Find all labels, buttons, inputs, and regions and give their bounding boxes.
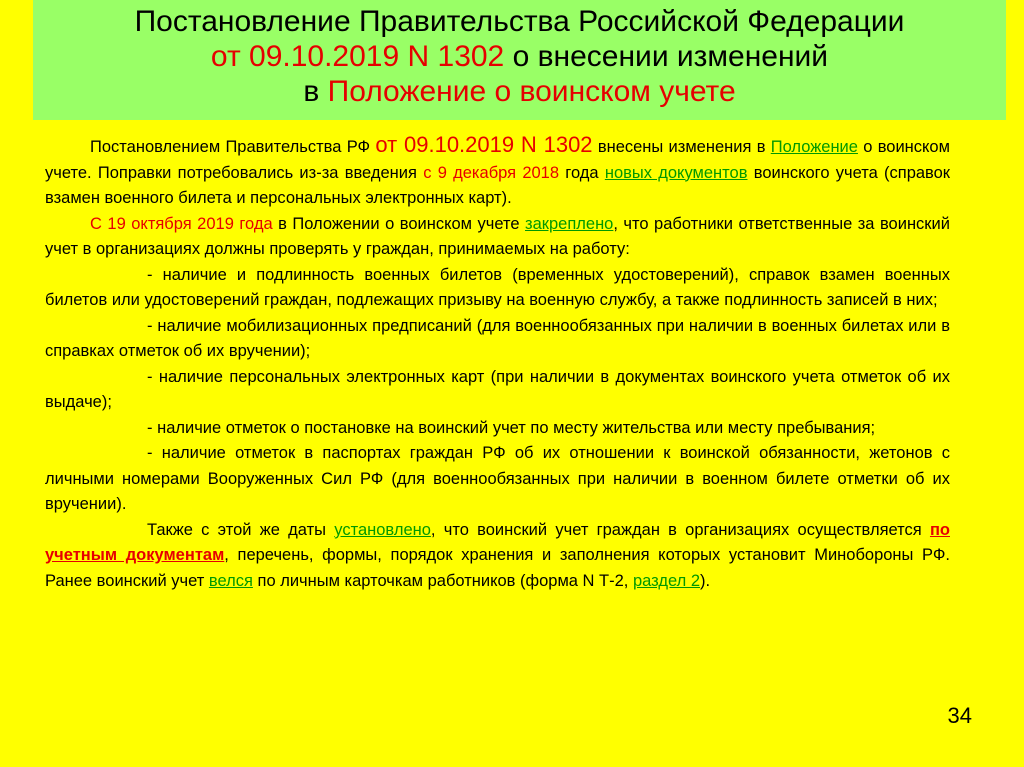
slide-title [33, 0, 1006, 120]
link-razdel-2[interactable]: раздел 2 [632, 571, 700, 590]
link-zakrepleno[interactable]: закреплено [525, 214, 614, 233]
list-item: - наличие отметок о постановке на воинский учет по месту жительства или месту пребывания; [147, 418, 876, 437]
list-item: - наличие персональных электронных карт (при наличии в документах воинского учета отметок об их выдаче); [45, 367, 950, 411]
link-velsya[interactable]: велся [208, 571, 253, 590]
title-line-3 [33, 74, 1006, 109]
paragraph-2 [45, 212, 950, 263]
title-decree-number: от 09.10.2019 N 1302 [210, 40, 505, 73]
link-new-documents[interactable]: новых документов [604, 163, 748, 182]
link-polozhenie[interactable]: Положение [770, 138, 858, 156]
paragraph-1 [45, 132, 950, 212]
p3-text-b: , что воинский учет граждан в организациях осуществляется [430, 520, 922, 539]
p3-text-d: по личным карточкам работников (форма N Т-2, [257, 571, 629, 590]
link-ustanovleno[interactable]: установлено [334, 520, 431, 539]
list-item: - наличие и подлинность военных билетов (временных удостоверений), справок взамен военных билетов или удостоверений граждан, подлежащих призыву на военную службу, а также подлинность записей в них; [45, 265, 950, 309]
p1-text-d: года [565, 163, 599, 182]
p1-decree-date: от 09.10.2019 N 1302 [375, 132, 593, 157]
p2-red-date: С 19 октября 2019 года [90, 214, 273, 233]
title-line-3-prefix: в [303, 75, 320, 108]
p1-text-a: Постановлением Правительства РФ [90, 138, 371, 156]
p3-text-a: Также с этой же даты [147, 520, 327, 539]
list-item: - наличие мобилизационных предписаний (для военнообязанных при наличии в военных билетах или в справках отметок об их вручении); [45, 316, 950, 360]
p3-text-c: , перечень, формы, порядок хранения и заполнения которых установит Минобороны РФ. Ранее воинский учет [45, 546, 950, 590]
title-line-2 [33, 39, 1006, 74]
list-item: - наличие отметок в паспортах граждан РФ об их отношении к воинской обязанности, жетонов с личными номерами Вооруженных Сил РФ (для военнообязанных при наличии в военном билете отметки об их вручении). [45, 444, 950, 513]
slide-body [45, 132, 950, 594]
p1-text-e: воинского учета (справок взамен военного билета и персональных электронных карт). [45, 163, 951, 207]
title-regulation-name: Положение о воинском учете [327, 75, 736, 108]
p1-red-date: с 9 декабря 2018 [423, 163, 560, 182]
title-line-1: Постановление Правительства Российской Федерации [134, 5, 905, 38]
paragraph-3 [45, 518, 950, 595]
p2-text-b: , что работники ответственные за воинский учет в организациях должны проверять у граждан, принимаемых на работу: [45, 214, 950, 258]
title-line-2-text: о внесении изменений [512, 40, 829, 73]
page-number: 34 [947, 703, 972, 728]
p2-text-a: в Положении о воинском учете [278, 214, 520, 233]
p3-text-e: ). [700, 571, 711, 590]
p1-text-b: внесены изменения в [597, 138, 766, 156]
p3-highlight: по учетным документам [45, 520, 950, 564]
p1-text-c: о воинском учете. Поправки потребовались из-за введения [45, 138, 950, 182]
